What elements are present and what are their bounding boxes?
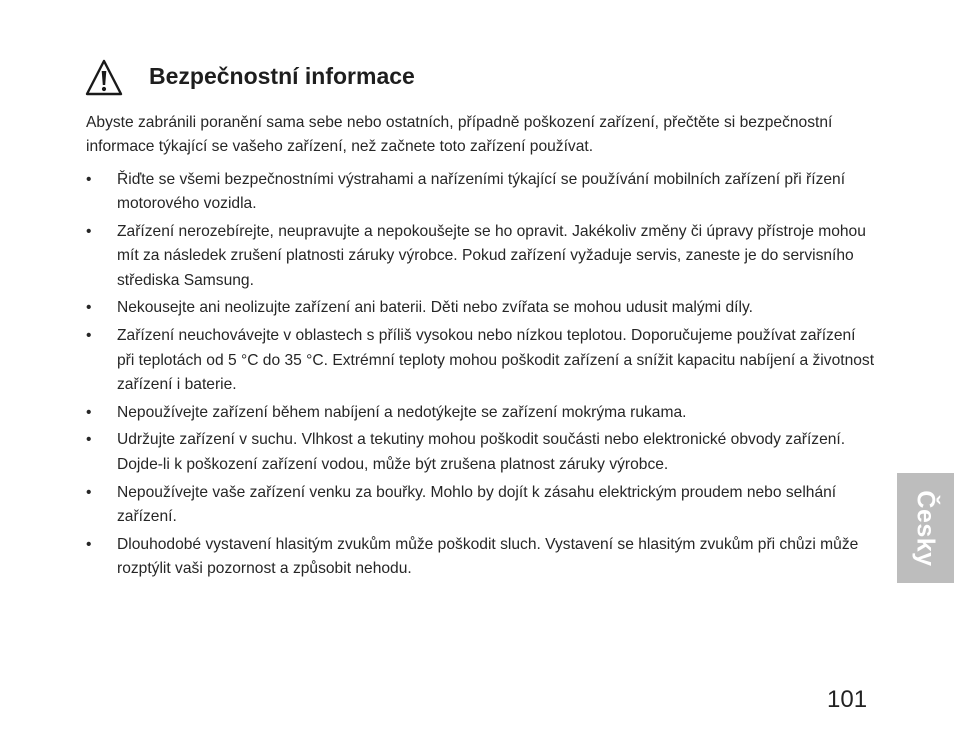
bullet-marker: • — [86, 535, 92, 553]
list-item-text: Nekousejte ani neolizujte zařízení ani baterii. Děti nebo zvířata se mohou udusit malými díly. — [117, 299, 753, 317]
bullet-marker: • — [86, 327, 92, 345]
list-item-text: Dlouhodobé vystavení hlasitým zvukům může poškodit sluch. Vystavení se hlasitým zvukům při chůzi může rozptýlit vaši pozornost a způsobit nehodu. — [117, 535, 859, 577]
language-tab-label: Česky — [912, 489, 941, 567]
list-item-text: Řiďte se všemi bezpečnostními výstrahami a nařízeními týkající se používání mobilních zařízení při řízení motorového vozidla. — [117, 171, 846, 213]
page-number: 101 — [827, 686, 868, 713]
bullet-marker: • — [86, 223, 92, 241]
list-item-text: Nepoužívejte vaše zařízení venku za bouřky. Mohlo by dojít k zásahu elektrickým proudem nebo selhání zařízení. — [117, 483, 837, 525]
bullet-marker: • — [86, 483, 92, 501]
list-item-text: Udržujte zařízení v suchu. Vlhkost a tekutiny mohou poškodit součásti nebo elektronické obvody zařízení. Dojde-li k poškození zařízení vodou, může být zrušena platnost záruky výrobce. — [117, 431, 846, 473]
list-item — [86, 428, 876, 477]
list-item — [86, 296, 876, 320]
list-item-text: Nepoužívejte zařízení během nabíjení a nedotýkejte se zařízení mokrýma rukama. — [117, 403, 687, 421]
list-item-text: Zařízení neuchovávejte v oblastech s příliš vysokou nebo nízkou teplotou. Doporučujeme používat zařízení při teplotách od 5 °C do 35 °C. Extrémní teploty mohou poškodit zařízení a snížit kapacitu nabíjení a životnost zařízení i baterie. — [117, 327, 875, 393]
bullet-marker: • — [86, 299, 92, 317]
section-title: Bezpečnostní informace — [149, 63, 415, 89]
list-item — [86, 324, 876, 397]
list-item — [86, 220, 876, 293]
list-item — [86, 481, 876, 530]
bullet-marker: • — [86, 431, 92, 449]
language-tab — [897, 473, 954, 583]
list-item — [86, 401, 876, 425]
list-item — [86, 533, 876, 582]
bullet-marker: • — [86, 171, 92, 188]
bullet-marker: • — [86, 403, 92, 421]
safety-list — [86, 168, 876, 585]
list-item — [86, 168, 876, 217]
list-item-text: Zařízení nerozebírejte, neupravujte a nepokoušejte se ho opravit. Jakékoliv změny či úpravy přístroje mohou mít za následek zrušení platnosti záruky výrobce. Pokud zařízení vyžaduje servis, zaneste je do servisního střediska Samsung. — [117, 223, 866, 289]
warning-triangle-icon — [84, 57, 124, 99]
intro-paragraph: Abyste zabránili poranění sama sebe nebo ostatních, případně poškození zařízení, přečtěte si bezpečnostní informace týkající se vašeho zařízení, než začnete toto zařízení používat. — [86, 114, 833, 155]
